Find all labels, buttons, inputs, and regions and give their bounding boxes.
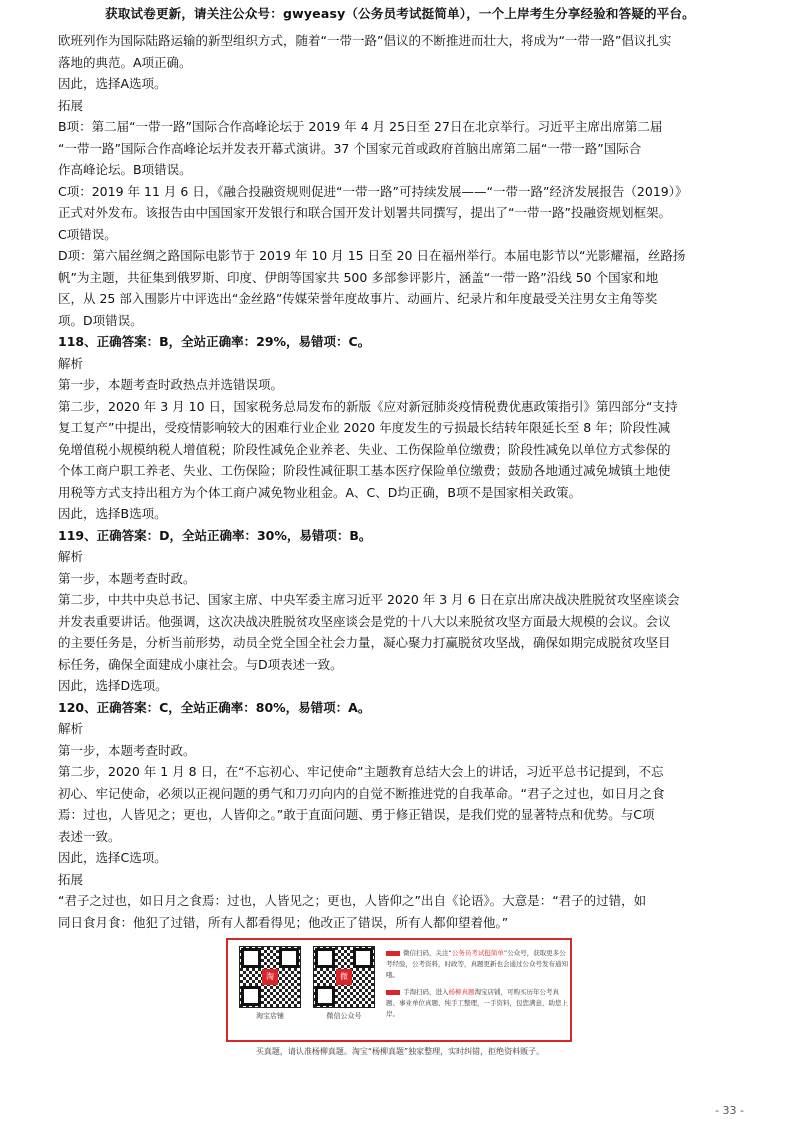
text-line: C项错误。: [58, 226, 117, 242]
text-line: 第二步，2020 年 3 月 10 日，国家税务总局发布的新版《应对新冠肺炎疫情税费优惠政策指引》第四部分“支持: [58, 398, 678, 414]
text-line: 因此，选择B选项。: [58, 506, 167, 521]
text-line: “一带一路”国际合作高峰论坛并发表开幕式演讲。37 个国家元首或政府首脑出席第二届“一带一路”国际合: [58, 140, 642, 156]
text-line: 欧班列作为国际陆路运输的新型组织方式，随着“一带一路”倡议的不断推进而壮大，将成为“一带一路”倡议扎实: [58, 33, 672, 48]
text-line: 焉：过也，人皆见之；更也，人皆仰之。”敢于直面问题、勇于修正错误，是我们党的显著特点和优势。与C项: [58, 807, 655, 822]
text-line: 第一步，本题考查时政。: [58, 570, 196, 586]
text-line: 第二步，中共中央总书记、国家主席、中央军委主席习近平 2020 年 3 月 6 日在京出席决战决胜脱贫攻坚座谈会: [58, 592, 680, 607]
page-header: 获取试卷更新，请关注公众号：gwyeasy（公务员考试挺简单），一个上岸考生分享经验和答疑的平台。: [105, 6, 695, 21]
brand-logo-icon: 淘: [262, 969, 278, 985]
text-line: 落地的典范。A项正确。: [58, 54, 192, 70]
tag-icon: [386, 951, 400, 956]
text-line: 因此，选择C选项。: [58, 850, 167, 865]
text-line: 初心、牢记使命，必须以正视问题的勇气和刀刃向内的自觉不断推进党的自我革命。“君子之过也，如日月之食: [58, 785, 665, 801]
text-line: 解析: [58, 355, 84, 371]
promo-text-wechat: 微信扫码，关注“公务员考试挺简单”公众号，获取更多公考经验，公考资料，时政等，真题更新也会通过公众号发布通知哦。: [386, 949, 568, 979]
text-line: 因此，选择A选项。: [58, 76, 167, 91]
text-line: 项。D项错误。: [58, 312, 143, 328]
text-line: 区，从 25 部入围影片中评选出“金丝路”传媒荣誉年度故事片、动画片、纪录片和年度最受关注男女主角等奖: [58, 291, 658, 306]
promo-footer: 买真题，请认准杨柳真题。淘宝“杨柳真题”独家整理，实时纠错，拒绝资料贩子。: [255, 1047, 545, 1056]
text-line: 表述一致。: [58, 828, 121, 844]
text-line: 拓展: [58, 871, 84, 887]
document-body: [58, 30, 780, 933]
text-line: 解析: [58, 549, 84, 564]
qr-label-wechat: 微信公众号: [326, 1012, 362, 1020]
tag-icon: [386, 990, 400, 995]
text-line: 因此，选择D选项。: [58, 678, 168, 693]
qr-code-icon[interactable]: [313, 946, 375, 1008]
text-line: 拓展: [58, 97, 84, 113]
text-line: 第一步，本题考查时政。: [58, 742, 196, 758]
text-line: 并发表重要讲话。他强调，这次决战决胜脱贫攻坚座谈会是党的十八大以来脱贫攻坚方面最大规模的会议。会议: [58, 613, 671, 629]
text-line: 同日食月食：他犯了过错，所有人都看得见；他改正了错误，所有人都仰望着他。”: [58, 914, 509, 930]
qr-code-icon[interactable]: [239, 946, 301, 1008]
text-line: 用税等方式支持出租方为个体工商户减免物业租金。A、C、D均正确，B项不是国家相关政策。: [58, 484, 581, 500]
qr-block-wechat: [312, 946, 376, 1022]
text-line: 免增值税小规模纳税人增值税；阶段性减免企业养老、失业、工伤保险单位缴费；阶段性减免以单位方式参保的: [58, 441, 671, 457]
page-number: - 33 -: [715, 1104, 744, 1117]
text-line: 标任务，确保全面建成小康社会。与D项表述一致。: [58, 656, 343, 672]
text-line: 帆”为主题，共征集到俄罗斯、印度、伊朗等国家共 500 多部参评影片，涵盖“一带一路”沿线 50 个国家和地: [58, 269, 659, 285]
text-line: 正式对外发布。该报告由中国国家开发银行和联合国开发计划署共同撰写，提出了“一带一路”投融资规划框架。: [58, 205, 671, 220]
text-line: 第一步，本题考查时政热点并选错误项。: [58, 377, 284, 392]
text-line: 个体工商户职工养老、失业、工伤保险；阶段性减征职工基本医疗保险单位缴费；鼓励各地通过减免城镇土地使: [58, 463, 671, 478]
text-line: B项：第二届“一带一路”国际合作高峰论坛于 2019 年 4 月 25日至 27日在北京举行。习近平主席出席第二届: [58, 119, 663, 134]
promo-box: [226, 938, 572, 1042]
text-line: “君子之过也，如日月之食焉：过也，人皆见之；更也，人皆仰之”出自《论语》。大意是：“君子的过错，如: [58, 893, 647, 908]
text-line: 复工复产”中提出，受疫情影响较大的困难行业企业 2020 年度发生的亏损最长结转年限延长至 8 年；阶段性减: [58, 420, 671, 435]
text-line: 解析: [58, 721, 84, 736]
text-line: 第二步，2020 年 1 月 8 日，在“不忘初心、牢记使命”主题教育总结大会上的讲话，习近平总书记提到，不忘: [58, 764, 664, 779]
text-line: 的主要任务是，分析当前形势，动员全党全国全社会力量，凝心聚力打赢脱贫攻坚战，确保如期完成脱贫攻坚目: [58, 635, 671, 650]
qr-block-shop: [238, 946, 302, 1022]
brand-logo-icon: 微: [336, 969, 352, 985]
promo-text: [386, 948, 568, 1026]
qr-label-shop: 淘宝店铺: [256, 1012, 284, 1020]
text-line: 作高峰论坛。B项错误。: [58, 162, 192, 177]
answer-heading: 120、正确答案：C，全站正确率：80%，易错项：A。: [58, 699, 371, 715]
answer-heading: 118、正确答案：B，全站正确率：29%，易错项：C。: [58, 334, 371, 349]
text-line: C项：2019 年 11 月 6 日，《融合投融资规则促进“一带一路”可持续发展——“一带一路”经济发展报告（2019）》: [58, 183, 688, 199]
text-line: D项：第六届丝绸之路国际电影节于 2019 年 10 月 15 日至 20 日在福州举行。本届电影节以“光影耀福，丝路扬: [58, 248, 686, 263]
promo-text-shop: 手淘扫码，进入杨柳真题淘宝店铺，可购买历年公考真题、事业单位真题、纯手工整理，一手资料，包您满意，助您上岸。: [386, 988, 568, 1018]
answer-heading: 119、正确答案：D，全站正确率：30%，易错项：B。: [58, 527, 372, 543]
